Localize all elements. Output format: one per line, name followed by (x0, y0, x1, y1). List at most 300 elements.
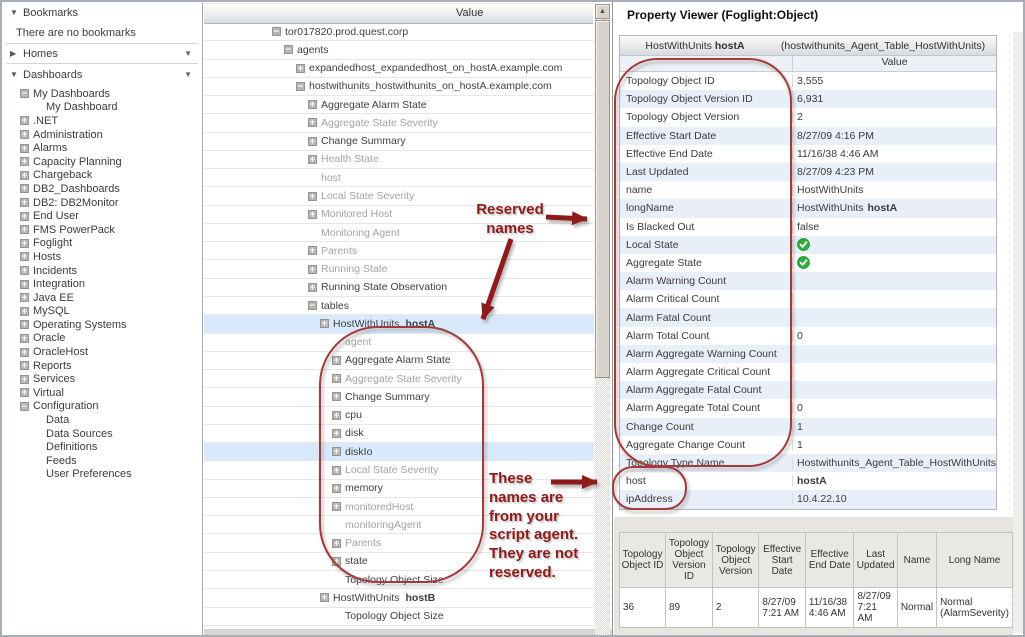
status-normal-icon (797, 256, 810, 269)
expand-icon[interactable]: + (333, 538, 340, 549)
property-value: 6,931 (797, 93, 824, 106)
tree-row-label: Parents (321, 244, 358, 257)
tree-row-label: cpu (345, 409, 362, 422)
tree-row-hostwithunits-hostb[interactable] (204, 589, 594, 607)
sidebar-item-db2-db2monitor[interactable] (2, 196, 202, 210)
property-name: Aggregate Change Count (620, 439, 793, 451)
sidebar-item-label: OracleHost (33, 346, 89, 359)
detail-table-section (614, 517, 1013, 635)
expand-icon[interactable]: + (21, 184, 28, 195)
sidebar-item-alarms[interactable] (2, 141, 202, 155)
expand-icon[interactable]: + (21, 170, 28, 181)
homes-label: Homes (23, 48, 58, 60)
tree-row-running-state[interactable] (204, 260, 594, 278)
expand-icon[interactable]: + (21, 320, 28, 331)
sidebar-item-label: Configuration (33, 400, 99, 413)
property-name: Alarm Fatal Count (620, 312, 793, 324)
table-cell: 11/16/38 4:46 AM (805, 588, 854, 628)
scroll-up-icon[interactable]: ▲ (595, 4, 610, 19)
expand-icon[interactable]: + (21, 225, 28, 236)
sidebar-item-label: Java EE (33, 291, 74, 304)
tree-row-monitored-host[interactable] (204, 206, 594, 224)
property-row-local-state (620, 236, 996, 254)
tree-row-topology-object-size[interactable] (204, 608, 594, 626)
expand-icon[interactable]: + (21, 279, 28, 290)
tree-row-hostwithunits-hostwithunits-on-hosta-example-com[interactable] (204, 78, 594, 96)
tree-row-monitoringagent[interactable] (204, 516, 594, 534)
data-tree-panel (204, 2, 613, 635)
column-header-topology-object-id: Topology Object ID (620, 533, 666, 588)
tree-row-suffix: hostA (405, 317, 436, 330)
property-value: 0 (797, 329, 803, 342)
property-value: 8/27/09 4:23 PM (797, 166, 875, 179)
expand-icon[interactable]: + (333, 502, 340, 513)
sidebar-item-label: Services (33, 373, 76, 386)
filter-icon[interactable]: ▼ (184, 49, 192, 58)
sidebar-item-net[interactable] (2, 114, 202, 128)
sidebar-item-chargeback[interactable] (2, 169, 202, 183)
property-name: Alarm Aggregate Critical Count (620, 366, 793, 378)
sidebar-item-configuration[interactable] (2, 400, 202, 414)
expand-icon[interactable]: + (333, 556, 340, 567)
property-name: Last Updated (620, 166, 793, 178)
sidebar-item-incidents[interactable] (2, 264, 202, 278)
tree-row-aggregate-state-severity[interactable] (204, 114, 594, 132)
tree-row-label: monitoredHost (345, 500, 414, 513)
sidebar-item-feeds[interactable] (2, 454, 202, 468)
property-row-alarm-total-count (620, 327, 996, 345)
table-cell: 2 (712, 588, 758, 628)
property-name: Is Blacked Out (620, 221, 793, 233)
sidebar-item-data[interactable] (2, 413, 202, 427)
tree-row-state[interactable] (204, 553, 594, 571)
data-tree (204, 23, 594, 626)
divider (6, 63, 198, 64)
annotation-reserved-names: Reserved names (476, 201, 544, 237)
column-header-topology-object-version: Topology Object Version (712, 533, 758, 588)
property-rows (620, 72, 996, 509)
tree-row-local-state-severity[interactable] (204, 461, 594, 479)
property-row-longname (620, 199, 996, 217)
property-value: 3,555 (797, 75, 824, 88)
value-column-label: Value (456, 7, 484, 19)
property-table-subheader (620, 56, 996, 72)
property-row-alarm-fatal-count (620, 308, 996, 326)
property-name: Alarm Warning Count (620, 275, 793, 287)
expand-icon[interactable]: + (309, 118, 316, 129)
tree-row-label: tables (321, 299, 350, 312)
expand-icon[interactable]: + (21, 116, 28, 127)
tree-row-label: agent (345, 336, 372, 349)
property-value: 2 (797, 111, 803, 124)
table-cell: 36 (620, 588, 666, 628)
property-name: Alarm Aggregate Total Count (620, 402, 793, 414)
tree-row-cpu[interactable] (204, 407, 594, 425)
sidebar-item-label: Administration (33, 128, 103, 141)
sidebar-item-end-user[interactable] (2, 209, 202, 223)
expand-icon[interactable]: + (309, 191, 316, 202)
property-name: Effective Start Date (620, 130, 793, 142)
sidebar-item-my-dashboard[interactable] (2, 101, 202, 115)
sidebar-item-user-preferences[interactable] (2, 468, 202, 482)
tree-row-health-state[interactable] (204, 151, 594, 169)
tree-row-label: disk (345, 427, 364, 440)
tree-row-parents[interactable] (204, 242, 594, 260)
property-name: longName (620, 202, 793, 214)
property-value: 10.4.22.10 (797, 493, 847, 506)
tree-row-label: Health State (321, 153, 379, 166)
property-name: Alarm Critical Count (620, 293, 793, 305)
chevron-down-icon: ▼ (10, 8, 18, 17)
tree-row-tables[interactable] (204, 297, 594, 315)
tree-row-label: host (321, 171, 341, 184)
expand-icon[interactable]: + (21, 266, 28, 277)
property-row-alarm-aggregate-critical-count (620, 363, 996, 381)
sidebar-item-label: Alarms (33, 142, 68, 155)
expand-icon[interactable]: + (309, 100, 316, 111)
sidebar-item-integration[interactable] (2, 277, 202, 291)
property-value (793, 238, 996, 251)
sidebar-item-label: My Dashboard (46, 101, 118, 114)
sidebar-tree (2, 87, 202, 481)
sidebar-item-virtual[interactable] (2, 386, 202, 400)
tree-row-suffix: hostB (405, 591, 436, 604)
tree-row-parents[interactable] (204, 534, 594, 552)
property-row-topology-object-id (620, 72, 996, 90)
expand-icon[interactable]: + (333, 483, 340, 494)
property-value: 8/27/09 4:16 PM (797, 129, 875, 142)
tree-row-change-summary[interactable] (204, 388, 594, 406)
property-viewer-title: Property Viewer (Foglight:Object) (627, 8, 819, 22)
property-name: Topology Object Version ID (620, 93, 793, 105)
expand-icon[interactable]: + (333, 410, 340, 421)
sidebar-item-mysql[interactable] (2, 305, 202, 319)
property-row-alarm-aggregate-total-count (620, 399, 996, 417)
expand-icon[interactable]: + (333, 355, 340, 366)
collapse-icon[interactable]: − (21, 401, 28, 412)
expand-icon[interactable]: + (21, 130, 28, 141)
expand-icon[interactable]: + (321, 593, 328, 604)
sidebar-item-label: Definitions (46, 441, 98, 454)
property-row-effective-start-date (620, 127, 996, 145)
sidebar-item-label: .NET (33, 114, 59, 127)
tree-row-tor017820-prod-quest-corp[interactable] (204, 23, 594, 41)
annotation-script-agent-note: These names are from your script agent. They are not reserved. (489, 470, 579, 581)
expand-icon[interactable]: + (21, 252, 28, 263)
divider (6, 43, 198, 44)
expand-icon[interactable]: + (21, 293, 28, 304)
sidebar-item-label: DB2: DB2Monitor (33, 196, 119, 209)
sidebar-item-oracle[interactable] (2, 332, 202, 346)
tree-row-local-state-severity[interactable] (204, 187, 594, 205)
tree-row-aggregate-alarm-state[interactable] (204, 96, 594, 114)
panel-bottom-edge (204, 629, 612, 635)
status-normal-icon (797, 238, 810, 251)
expand-icon[interactable]: + (21, 238, 28, 249)
property-value: HostWithUnits (797, 184, 864, 197)
property-value: Hostwithunits_Agent_Table_HostWithUnits (797, 457, 997, 470)
property-row-aggregate-change-count (620, 436, 996, 454)
sidebar-item-label: My Dashboards (33, 87, 111, 100)
tree-row-label: agents (297, 43, 329, 56)
property-value: hostA (797, 475, 827, 488)
tree-row-label: Monitoring Agent (321, 226, 400, 239)
sidebar-item-administration[interactable] (2, 128, 202, 142)
property-row-topology-object-version-id (620, 90, 996, 108)
tree-row-change-summary[interactable] (204, 133, 594, 151)
property-name: Local State (620, 239, 793, 251)
sidebar-item-label: Virtual (33, 386, 64, 399)
detail-table-head (620, 533, 1013, 588)
property-row-topology-object-version (620, 108, 996, 126)
scrollbar-track[interactable] (1013, 32, 1025, 633)
collapse-icon[interactable]: − (297, 81, 304, 92)
sidebar-item-label: DB2_Dashboards (33, 182, 120, 195)
collapse-icon[interactable]: − (285, 45, 292, 56)
sidebar-item-label: Chargeback (33, 169, 93, 182)
tree-row-aggregate-alarm-state[interactable] (204, 352, 594, 370)
sidebar-item-oraclehost[interactable] (2, 345, 202, 359)
property-name: Alarm Aggregate Fatal Count (620, 384, 793, 396)
property-row-effective-end-date (620, 145, 996, 163)
tree-row-label: HostWithUnits (333, 591, 400, 604)
tree-row-label: tor017820.prod.quest.corp (285, 25, 409, 38)
expand-icon[interactable]: + (333, 374, 340, 385)
property-table-header (620, 36, 996, 56)
property-name: Topology Type Name (620, 457, 793, 469)
property-row-alarm-warning-count (620, 272, 996, 290)
sidebar-item-label: Oracle (33, 332, 66, 345)
tree-row-label: HostWithUnits (333, 317, 400, 330)
tree-row-label: Local State Severity (321, 190, 415, 203)
property-row-is-blacked-out (620, 218, 996, 236)
tree-row-monitoredhost[interactable] (204, 498, 594, 516)
sidebar-item-reports[interactable] (2, 359, 202, 373)
selected-object-name: HostWithUnits hostA (645, 39, 745, 52)
table-row (620, 588, 1013, 628)
tree-row-label: Parents (345, 537, 382, 550)
column-header-effective-start-date: Effective Start Date (759, 533, 806, 588)
column-header-name: Name (897, 533, 936, 588)
property-name: name (620, 184, 793, 196)
topology-detail-table (619, 532, 1013, 628)
tree-row-label: Local State Severity (345, 464, 439, 476)
collapse-icon[interactable]: − (21, 89, 28, 100)
sidebar-item-label: Data Sources (46, 427, 113, 440)
table-cell: 89 (665, 588, 712, 628)
property-value: 1 (797, 438, 803, 451)
property-row-name (620, 181, 996, 199)
sidebar-item-capacity-planning[interactable] (2, 155, 202, 169)
expand-icon[interactable]: + (21, 347, 28, 358)
tree-row-disk[interactable] (204, 425, 594, 443)
tree-row-label: Topology Object Size (345, 610, 444, 623)
tree-row-label: monitoringAgent (345, 518, 422, 531)
sidebar-item-label: End User (33, 210, 79, 223)
tree-row-label: state (345, 555, 368, 568)
tree-row-agents[interactable] (204, 41, 594, 59)
sidebar-item-label: Foglight (33, 237, 73, 250)
column-header-effective-end-date: Effective End Date (805, 533, 854, 588)
tree-row-running-state-observation[interactable] (204, 279, 594, 297)
value-column-header[interactable] (204, 3, 593, 24)
dashboards-label: Dashboards (23, 69, 83, 81)
tree-row-label: Change Summary (345, 390, 430, 403)
chevron-down-icon: ▼ (10, 70, 18, 79)
collapse-icon[interactable]: − (309, 301, 316, 312)
expand-icon[interactable]: + (309, 264, 316, 275)
expand-icon[interactable]: + (309, 136, 316, 147)
tree-row-host[interactable] (204, 169, 594, 187)
tree-row-label: diskIo (345, 445, 373, 458)
tree-row-memory[interactable] (204, 480, 594, 498)
sidebar-item-db2-dashboards[interactable] (2, 182, 202, 196)
sidebar-item-label: Hosts (33, 250, 62, 263)
table-cell: 8/27/09 7:21 AM (854, 588, 897, 628)
sidebar-item-label: Integration (33, 278, 85, 291)
tree-row-label: Topology Object Size (345, 573, 444, 586)
sidebar-item-my-dashboards[interactable] (2, 87, 202, 101)
expand-icon[interactable]: + (21, 306, 28, 317)
expand-icon[interactable]: + (21, 333, 28, 344)
collapse-icon[interactable]: − (273, 27, 280, 38)
tree-row-label: Aggregate State Severity (345, 372, 462, 385)
selected-object-type: (hostwithunits_Agent_Table_HostWithUnits) (780, 39, 986, 52)
tree-row-label: Monitored Host (321, 208, 393, 221)
tree-row-label: memory (345, 482, 383, 495)
table-cell: Normal (AlarmSeverity) (937, 588, 1013, 628)
tree-row-agent[interactable] (204, 334, 594, 352)
column-header-long-name: Long Name (937, 533, 1013, 588)
expand-icon[interactable]: + (333, 465, 340, 476)
sidebar (2, 2, 203, 635)
scrollbar-thumb[interactable] (595, 20, 610, 378)
property-viewer-panel (614, 2, 1025, 635)
property-value: false (797, 220, 820, 233)
tree-row-aggregate-state-severity[interactable] (204, 370, 594, 388)
sidebar-section-bookmarks[interactable] (2, 6, 202, 22)
property-row-topology-type-name (620, 454, 996, 472)
property-name: Change Count (620, 421, 793, 433)
property-value: 0 (797, 402, 803, 415)
sidebar-item-hosts[interactable] (2, 250, 202, 264)
tree-row-label: Change Summary (321, 135, 406, 148)
sidebar-item-java-ee[interactable] (2, 291, 202, 305)
sidebar-section-homes[interactable] (2, 47, 202, 63)
table-cell: 8/27/09 7:21 AM (759, 588, 806, 628)
property-row-host (620, 472, 996, 490)
tree-row-label: Aggregate State Severity (321, 116, 438, 129)
sidebar-item-definitions[interactable] (2, 440, 202, 454)
sidebar-item-fms-powerpack[interactable] (2, 223, 202, 237)
property-table (619, 35, 997, 510)
column-header-topology-object-version-id: Topology Object Version ID (665, 533, 712, 588)
tree-row-label: Running State Observation (321, 281, 448, 294)
expand-icon[interactable]: + (297, 63, 304, 74)
tree-row-label: Aggregate Alarm State (321, 98, 427, 111)
name-column-spacer (620, 56, 793, 71)
tree-row-monitoring-agent[interactable] (204, 224, 594, 242)
property-row-change-count (620, 418, 996, 436)
expand-icon[interactable]: + (333, 392, 340, 403)
property-name: Alarm Total Count (620, 330, 793, 342)
tree-row-diskio[interactable] (204, 443, 594, 461)
expand-icon[interactable]: + (21, 361, 28, 372)
expand-icon[interactable]: + (21, 198, 28, 209)
property-row-alarm-aggregate-fatal-count (620, 381, 996, 399)
property-name: Aggregate State (620, 257, 793, 269)
chevron-right-icon: ▶ (10, 49, 17, 58)
sidebar-item-label: Operating Systems (33, 318, 127, 331)
expand-icon[interactable]: + (21, 388, 28, 399)
property-value: HostWithUnits hostA (797, 202, 898, 215)
property-name: Topology Object ID (620, 75, 793, 87)
vertical-scrollbar (595, 4, 610, 635)
property-name: Effective End Date (620, 148, 793, 160)
tree-row-label: hostwithunits_hostwithunits_on_hostA.example.com (309, 80, 552, 93)
property-name: host (620, 475, 793, 487)
property-row-aggregate-state (620, 254, 996, 272)
property-row-last-updated (620, 163, 996, 181)
bookmarks-label: Bookmarks (23, 7, 79, 19)
value-column-label: Value (881, 56, 908, 68)
expand-icon[interactable]: + (333, 447, 340, 458)
expand-icon[interactable]: + (21, 157, 28, 168)
expand-icon[interactable]: + (309, 246, 316, 257)
expand-icon[interactable]: + (309, 154, 316, 165)
sidebar-item-foglight[interactable] (2, 237, 202, 251)
property-name: Alarm Aggregate Warning Count (620, 348, 793, 360)
expand-icon[interactable]: + (309, 282, 316, 293)
sidebar-item-data-sources[interactable] (2, 427, 202, 441)
sidebar-item-label: Reports (33, 359, 72, 372)
tree-row-topology-object-size[interactable] (204, 571, 594, 589)
tree-row-expandedhost-expandedhost-on-hosta-example-com[interactable] (204, 60, 594, 78)
property-value (793, 256, 996, 269)
filter-icon[interactable]: ▼ (184, 70, 192, 79)
expand-icon[interactable]: + (21, 211, 28, 222)
sidebar-item-operating-systems[interactable] (2, 318, 202, 332)
column-header-last-updated: Last Updated (854, 533, 897, 588)
expand-icon[interactable]: + (21, 143, 28, 154)
sidebar-item-services[interactable] (2, 372, 202, 386)
table-cell: Normal (897, 588, 936, 628)
property-name: Topology Object Version (620, 111, 793, 123)
tree-row-hostwithunits-hosta[interactable] (204, 315, 594, 333)
sidebar-item-label: FMS PowerPack (33, 223, 115, 236)
sidebar-item-label: Data (46, 414, 70, 427)
expand-icon[interactable]: + (333, 428, 340, 439)
detail-table-body (620, 588, 1013, 628)
property-row-alarm-aggregate-warning-count (620, 345, 996, 363)
bookmarks-empty-text: There are no bookmarks (16, 27, 136, 39)
property-name: ipAddress (620, 493, 793, 505)
tree-row-label: Aggregate Alarm State (345, 354, 451, 367)
expand-icon[interactable]: + (309, 209, 316, 220)
expand-icon[interactable]: + (321, 319, 328, 330)
property-row-ipaddress (620, 490, 996, 508)
sidebar-section-dashboards[interactable] (2, 68, 202, 84)
sidebar-item-label: MySQL (33, 305, 70, 318)
sidebar-item-label: Feeds (46, 454, 77, 467)
property-value: 1 (797, 420, 803, 433)
property-value: 11/16/38 4:46 AM (797, 147, 879, 160)
sidebar-item-label: Capacity Planning (33, 155, 122, 168)
sidebar-item-label: User Preferences (46, 468, 132, 481)
property-row-alarm-critical-count (620, 290, 996, 308)
tree-row-label: expandedhost_expandedhost_on_hostA.example.com (309, 62, 563, 75)
expand-icon[interactable]: + (21, 374, 28, 385)
